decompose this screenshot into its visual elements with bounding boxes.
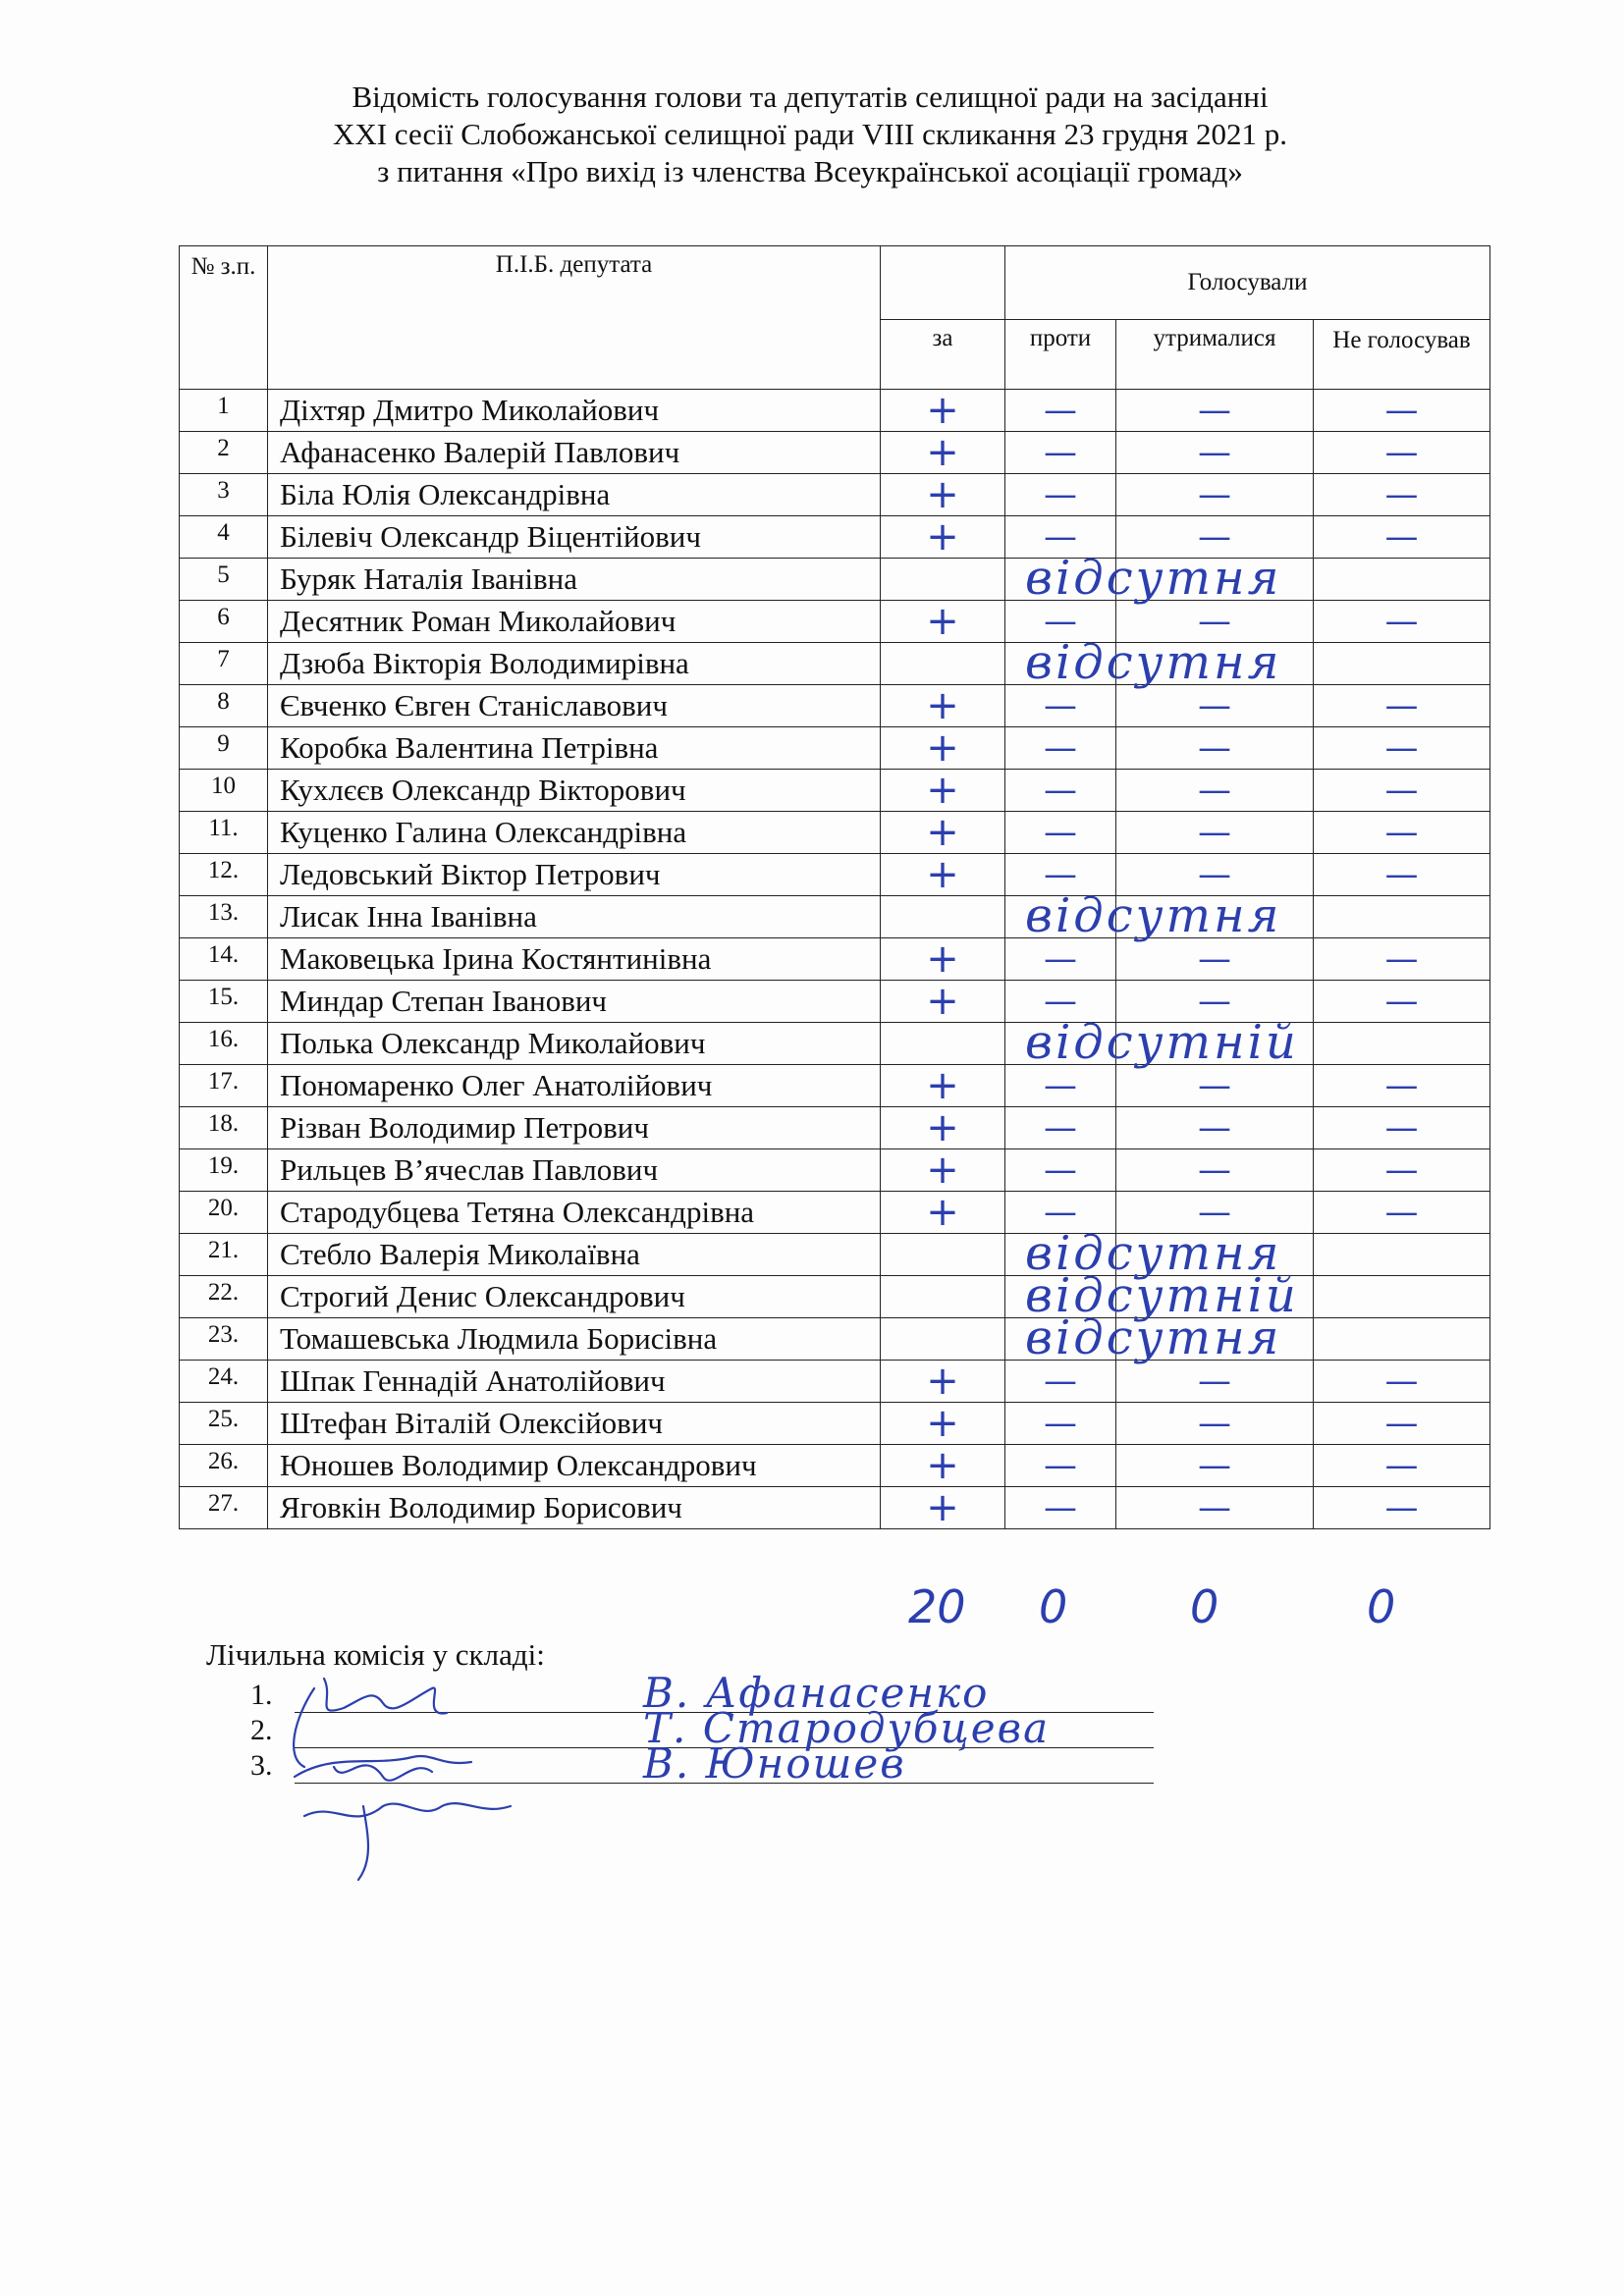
row-number: 22. xyxy=(180,1276,268,1318)
vote-ne-holosuvav-cell xyxy=(1314,981,1490,1023)
header-voted: Голосували xyxy=(1005,246,1490,320)
vote-utrymalysia-mark: — xyxy=(1198,1066,1231,1105)
vote-ne-holosuvav-mark: — xyxy=(1384,1362,1419,1401)
vote-ne-holosuvav-mark: — xyxy=(1384,433,1419,472)
row-number: 21. xyxy=(180,1234,268,1276)
row-number: 8 xyxy=(180,685,268,727)
table-row xyxy=(180,1107,1490,1149)
vote-utrymalysia-cell xyxy=(1116,643,1314,685)
vote-za-mark: + xyxy=(926,1401,959,1446)
vote-ne-holosuvav-mark: — xyxy=(1384,728,1419,768)
total-za: 20 xyxy=(908,1580,966,1633)
row-number: 12. xyxy=(180,854,268,896)
vote-utrymalysia-mark: — xyxy=(1198,517,1231,557)
vote-ne-holosuvav-mark: — xyxy=(1384,1108,1419,1148)
deputy-name: Стебло Валерія Миколаївна xyxy=(268,1234,881,1276)
vote-utrymalysia-mark: — xyxy=(1198,771,1231,810)
vote-proty-mark: — xyxy=(1044,686,1077,725)
header-utrymalysia: утрималися xyxy=(1116,320,1314,390)
row-number: 25. xyxy=(180,1403,268,1445)
vote-proty-mark: — xyxy=(1044,1404,1077,1443)
vote-ne-holosuvav-cell xyxy=(1314,1107,1490,1149)
vote-proty-cell xyxy=(1005,727,1116,770)
absent-note: відсутня xyxy=(1025,551,1282,606)
vote-proty-cell xyxy=(1005,888,1282,943)
vote-za-mark: + xyxy=(926,979,959,1024)
signature-3 xyxy=(304,1803,511,1880)
vote-ne-holosuvav-mark: — xyxy=(1384,1404,1419,1443)
vote-utrymalysia-cell xyxy=(1116,938,1314,981)
vote-ne-holosuvav-mark: — xyxy=(1384,686,1419,725)
vote-proty-cell xyxy=(1005,551,1282,606)
vote-ne-holosuvav-cell xyxy=(1314,1234,1490,1276)
deputy-name: Лисак Інна Іванівна xyxy=(268,896,881,938)
vote-ne-holosuvav-cell xyxy=(1314,1192,1490,1234)
deputy-name: Ледовський Віктор Петрович xyxy=(268,854,881,896)
vote-za-cell xyxy=(881,1107,1005,1149)
row-number: 16. xyxy=(180,1023,268,1065)
deputy-name: Полька Олександр Миколайович xyxy=(268,1023,881,1065)
table-row xyxy=(180,770,1490,812)
vote-za-cell xyxy=(881,1487,1005,1529)
member-number: 2. xyxy=(250,1714,273,1746)
vote-utrymalysia-mark: — xyxy=(1198,855,1231,894)
vote-ne-holosuvav-cell xyxy=(1314,1487,1490,1529)
vote-ne-holosuvav-cell xyxy=(1314,1149,1490,1192)
vote-utrymalysia-cell xyxy=(1116,770,1314,812)
deputy-name: Стародубцева Тетяна Олександрівна xyxy=(268,1192,881,1234)
table-row xyxy=(180,1361,1490,1403)
vote-utrymalysia-mark: — xyxy=(1198,939,1231,979)
vote-ne-holosuvav-mark: — xyxy=(1384,982,1419,1021)
row-number: 23. xyxy=(180,1318,268,1361)
deputy-name: Шпак Геннадій Анатолійович xyxy=(268,1361,881,1403)
vote-za-mark: + xyxy=(926,1105,959,1150)
vote-ne-holosuvav-cell xyxy=(1314,685,1490,727)
absent-note: відсутня xyxy=(1025,888,1282,943)
vote-proty-cell xyxy=(1005,1149,1116,1192)
row-number: 20. xyxy=(180,1192,268,1234)
vote-utrymalysia-mark: — xyxy=(1198,391,1231,430)
vote-za-mark: + xyxy=(926,472,959,517)
table-row xyxy=(180,390,1490,432)
table-row xyxy=(180,643,1490,685)
table-row xyxy=(180,1403,1490,1445)
vote-utrymalysia-cell xyxy=(1116,1487,1314,1529)
vote-utrymalysia-cell xyxy=(1116,1065,1314,1107)
vote-proty-mark: — xyxy=(1044,1488,1077,1527)
deputy-name: Буряк Наталія Іванівна xyxy=(268,559,881,601)
vote-utrymalysia-mark: — xyxy=(1198,1150,1231,1190)
vote-ne-holosuvav-cell xyxy=(1314,727,1490,770)
vote-ne-holosuvav-mark: — xyxy=(1384,771,1419,810)
vote-proty-mark: — xyxy=(1044,939,1077,979)
vote-za-mark: + xyxy=(926,810,959,855)
vote-proty-cell xyxy=(1005,938,1116,981)
deputy-name: Дзюба Вікторія Володимирівна xyxy=(268,643,881,685)
vote-za-cell xyxy=(881,1403,1005,1445)
voting-table xyxy=(179,245,1490,1529)
vote-utrymalysia-mark: — xyxy=(1198,1193,1231,1232)
signature-2 xyxy=(295,1756,471,1781)
absent-note: відсутня xyxy=(1025,635,1282,690)
vote-proty-mark: — xyxy=(1044,855,1077,894)
vote-ne-holosuvav-mark: — xyxy=(1384,855,1419,894)
row-number: 24. xyxy=(180,1361,268,1403)
vote-proty-cell xyxy=(1005,1403,1116,1445)
vote-utrymalysia-cell xyxy=(1116,432,1314,474)
absent-note: відсутня xyxy=(1025,1226,1282,1281)
vote-ne-holosuvav-mark: — xyxy=(1384,813,1419,852)
deputy-name: Маковецька Ірина Костянтинівна xyxy=(268,938,881,981)
member-signed-name: В. Афанасенко xyxy=(643,1669,990,1717)
vote-utrymalysia-cell xyxy=(1116,1445,1314,1487)
table-row xyxy=(180,685,1490,727)
absent-note: відсутній xyxy=(1025,1268,1299,1323)
vote-utrymalysia-cell xyxy=(1116,896,1314,938)
vote-za-cell xyxy=(881,474,1005,516)
vote-utrymalysia-cell xyxy=(1116,1023,1314,1065)
vote-utrymalysia-cell xyxy=(1116,474,1314,516)
row-number: 4 xyxy=(180,516,268,559)
commission-label: Лічильна комісія у складі: xyxy=(206,1637,545,1672)
row-number: 19. xyxy=(180,1149,268,1192)
vote-ne-holosuvav-cell xyxy=(1314,1403,1490,1445)
vote-proty-mark: — xyxy=(1044,771,1077,810)
absent-note: відсутня xyxy=(1025,1310,1282,1365)
vote-utrymalysia-mark: — xyxy=(1198,1108,1231,1148)
vote-utrymalysia-mark: — xyxy=(1198,433,1231,472)
vote-proty-cell xyxy=(1005,1310,1282,1365)
vote-za-mark: + xyxy=(926,725,959,771)
vote-za-cell xyxy=(881,516,1005,559)
row-number: 1 xyxy=(180,390,268,432)
deputy-name: Коробка Валентина Петрівна xyxy=(268,727,881,770)
vote-utrymalysia-mark: — xyxy=(1198,475,1231,514)
vote-proty-cell xyxy=(1005,1107,1116,1149)
deputy-name: Білевіч Олександр Віцентійович xyxy=(268,516,881,559)
vote-utrymalysia-mark: — xyxy=(1198,602,1231,641)
vote-za-mark: + xyxy=(926,599,959,644)
row-number: 3 xyxy=(180,474,268,516)
vote-utrymalysia-cell xyxy=(1116,727,1314,770)
vote-za-cell xyxy=(881,1149,1005,1192)
vote-za-cell xyxy=(881,1361,1005,1403)
vote-proty-cell xyxy=(1005,1445,1116,1487)
table-row xyxy=(180,854,1490,896)
vote-utrymalysia-mark: — xyxy=(1198,728,1231,768)
row-number: 18. xyxy=(180,1107,268,1149)
table-row xyxy=(180,1065,1490,1107)
deputy-name: Десятник Роман Миколайович xyxy=(268,601,881,643)
table-row xyxy=(180,1276,1490,1318)
header-num: № з.п. xyxy=(180,246,268,390)
vote-ne-holosuvav-mark: — xyxy=(1384,939,1419,979)
row-number: 14. xyxy=(180,938,268,981)
vote-ne-holosuvav-cell xyxy=(1314,390,1490,432)
vote-ne-holosuvav-cell xyxy=(1314,474,1490,516)
deputy-name: Штефан Віталій Олексійович xyxy=(268,1403,881,1445)
header-name: П.І.Б. депутата xyxy=(268,246,881,390)
vote-utrymalysia-mark: — xyxy=(1198,1404,1231,1443)
vote-proty-mark: — xyxy=(1044,433,1077,472)
vote-proty-cell xyxy=(1005,685,1116,727)
vote-za-mark: + xyxy=(926,936,959,982)
table-row xyxy=(180,1192,1490,1234)
row-number: 15. xyxy=(180,981,268,1023)
total-utrymalysia: 0 xyxy=(1190,1580,1219,1633)
vote-za-cell xyxy=(881,390,1005,432)
vote-ne-holosuvav-mark: — xyxy=(1384,391,1419,430)
vote-proty-mark: — xyxy=(1044,602,1077,641)
vote-za-mark: + xyxy=(926,683,959,728)
vote-ne-holosuvav-cell xyxy=(1314,1065,1490,1107)
member-number: 1. xyxy=(250,1679,273,1711)
deputy-name: Різван Володимир Петрович xyxy=(268,1107,881,1149)
vote-proty-mark: — xyxy=(1044,517,1077,557)
header-za: за xyxy=(881,320,1005,390)
vote-ne-holosuvav-cell xyxy=(1314,938,1490,981)
deputy-name: Строгий Денис Олександрович xyxy=(268,1276,881,1318)
vote-ne-holosuvav-cell xyxy=(1314,1023,1490,1065)
vote-utrymalysia-cell xyxy=(1116,1403,1314,1445)
vote-proty-cell xyxy=(1005,432,1116,474)
vote-ne-holosuvav-mark: — xyxy=(1384,1446,1419,1485)
vote-proty-cell xyxy=(1005,390,1116,432)
vote-ne-holosuvav-cell xyxy=(1314,812,1490,854)
deputy-name: Куценко Галина Олександрівна xyxy=(268,812,881,854)
deputy-name: Рильцев В’ячеслав Павлович xyxy=(268,1149,881,1192)
table-row xyxy=(180,938,1490,981)
vote-ne-holosuvav-mark: — xyxy=(1384,1150,1419,1190)
deputy-name: Афанасенко Валерій Павлович xyxy=(268,432,881,474)
vote-proty-mark: — xyxy=(1044,1108,1077,1148)
table-row xyxy=(180,474,1490,516)
vote-utrymalysia-cell xyxy=(1116,559,1314,601)
vote-proty-cell xyxy=(1005,812,1116,854)
document-title xyxy=(177,79,1443,190)
deputy-name: Євченко Євген Станіславович xyxy=(268,685,881,727)
vote-za-mark: + xyxy=(926,1190,959,1235)
row-number: 17. xyxy=(180,1065,268,1107)
vote-proty-mark: — xyxy=(1044,475,1077,514)
row-number: 11. xyxy=(180,812,268,854)
vote-ne-holosuvav-cell xyxy=(1314,643,1490,685)
header-proty: проти xyxy=(1005,320,1116,390)
vote-proty-cell xyxy=(1005,770,1116,812)
row-number: 9 xyxy=(180,727,268,770)
vote-utrymalysia-cell xyxy=(1116,1107,1314,1149)
vote-za-mark: + xyxy=(926,388,959,433)
vote-utrymalysia-cell xyxy=(1116,1318,1314,1361)
vote-ne-holosuvav-mark: — xyxy=(1384,1488,1419,1527)
vote-za-cell xyxy=(881,1445,1005,1487)
vote-utrymalysia-mark: — xyxy=(1198,813,1231,852)
deputy-name: Яговкін Володимир Борисович xyxy=(268,1487,881,1529)
vote-ne-holosuvav-mark: — xyxy=(1384,517,1419,557)
vote-ne-holosuvav-cell xyxy=(1314,1445,1490,1487)
vote-utrymalysia-cell xyxy=(1116,390,1314,432)
vote-proty-mark: — xyxy=(1044,1193,1077,1232)
member-signed-name: Т. Стародубцева xyxy=(643,1704,1051,1752)
row-number: 6 xyxy=(180,601,268,643)
vote-za-cell xyxy=(881,1234,1005,1276)
vote-za-cell xyxy=(881,601,1005,643)
vote-za-cell xyxy=(881,770,1005,812)
vote-proty-mark: — xyxy=(1044,1066,1077,1105)
deputy-name: Миндар Степан Іванович xyxy=(268,981,881,1023)
absent-note: відсутній xyxy=(1025,1015,1299,1070)
title-line-3: з питання «Про вихід із членства Всеукраїнської асоціації громад» xyxy=(377,154,1243,188)
vote-ne-holosuvav-cell xyxy=(1314,1318,1490,1361)
header-ne-holosuvav: Не голосував xyxy=(1314,320,1490,390)
vote-za-mark: + xyxy=(926,430,959,475)
row-number: 26. xyxy=(180,1445,268,1487)
table-row xyxy=(180,432,1490,474)
vote-ne-holosuvav-cell xyxy=(1314,854,1490,896)
table-row xyxy=(180,727,1490,770)
vote-za-cell xyxy=(881,1318,1005,1361)
table-row xyxy=(180,1445,1490,1487)
vote-ne-holosuvav-cell xyxy=(1314,432,1490,474)
vote-za-mark: + xyxy=(926,1485,959,1530)
vote-za-mark: + xyxy=(926,852,959,897)
vote-utrymalysia-mark: — xyxy=(1198,982,1231,1021)
vote-proty-mark: — xyxy=(1044,982,1077,1021)
vote-za-cell xyxy=(881,1065,1005,1107)
vote-utrymalysia-mark: — xyxy=(1198,1362,1231,1401)
row-number: 7 xyxy=(180,643,268,685)
table-row xyxy=(180,601,1490,643)
vote-proty-mark: — xyxy=(1044,813,1077,852)
vote-za-cell xyxy=(881,938,1005,981)
vote-za-cell xyxy=(881,981,1005,1023)
vote-za-cell xyxy=(881,727,1005,770)
vote-proty-cell xyxy=(1005,635,1282,690)
vote-za-cell xyxy=(881,643,1005,685)
vote-proty-mark: — xyxy=(1044,391,1077,430)
vote-proty-mark: — xyxy=(1044,1150,1077,1190)
vote-za-cell xyxy=(881,896,1005,938)
vote-proty-cell xyxy=(1005,1015,1299,1070)
vote-za-mark: + xyxy=(926,1359,959,1404)
vote-proty-cell xyxy=(1005,1065,1116,1107)
total-proty: 0 xyxy=(1039,1580,1068,1633)
vote-utrymalysia-mark: — xyxy=(1198,686,1231,725)
table-row xyxy=(180,516,1490,559)
row-number: 27. xyxy=(180,1487,268,1529)
vote-za-mark: + xyxy=(926,1443,959,1488)
table-row xyxy=(180,559,1490,601)
table-body xyxy=(180,390,1490,1529)
row-number: 10 xyxy=(180,770,268,812)
vote-proty-cell xyxy=(1005,1487,1116,1529)
header-blank xyxy=(881,246,1005,320)
row-number: 5 xyxy=(180,559,268,601)
deputy-name: Біла Юлія Олександрівна xyxy=(268,474,881,516)
vote-ne-holosuvav-mark: — xyxy=(1384,1193,1419,1232)
vote-proty-mark: — xyxy=(1044,1362,1077,1401)
table-row xyxy=(180,896,1490,938)
vote-za-cell xyxy=(881,1023,1005,1065)
table-row xyxy=(180,1023,1490,1065)
vote-za-cell xyxy=(881,685,1005,727)
vote-za-cell xyxy=(881,812,1005,854)
vote-ne-holosuvav-cell xyxy=(1314,1276,1490,1318)
vote-utrymalysia-cell xyxy=(1116,812,1314,854)
vote-proty-mark: — xyxy=(1044,1446,1077,1485)
vote-proty-cell xyxy=(1005,1361,1116,1403)
vote-proty-mark: — xyxy=(1044,728,1077,768)
vote-ne-holosuvav-mark: — xyxy=(1384,1066,1419,1105)
vote-za-mark: + xyxy=(926,1063,959,1108)
row-number: 2 xyxy=(180,432,268,474)
member-number: 3. xyxy=(250,1749,273,1782)
vote-ne-holosuvav-cell xyxy=(1314,559,1490,601)
table-row xyxy=(180,812,1490,854)
title-line-2: XXI сесії Слобожанської селищної ради VIII скликання 23 грудня 2021 р. xyxy=(332,117,1288,151)
deputy-name: Томашевська Людмила Борисівна xyxy=(268,1318,881,1361)
member-signed-name: В. Юношев xyxy=(643,1739,906,1788)
vote-ne-holosuvav-mark: — xyxy=(1384,475,1419,514)
table-row xyxy=(180,1318,1490,1361)
vote-za-mark: + xyxy=(926,514,959,560)
vote-ne-holosuvav-cell xyxy=(1314,770,1490,812)
handwritten-signatures xyxy=(275,1659,589,1885)
total-ne-holosuvav: 0 xyxy=(1367,1580,1396,1633)
deputy-name: Юношев Володимир Олександрович xyxy=(268,1445,881,1487)
deputy-name: Пономаренко Олег Анатолійович xyxy=(268,1065,881,1107)
table-row xyxy=(180,1487,1490,1529)
vote-utrymalysia-cell xyxy=(1116,1149,1314,1192)
deputy-name: Діхтяр Дмитро Миколайович xyxy=(268,390,881,432)
vote-za-cell xyxy=(881,1276,1005,1318)
totals-row xyxy=(0,1580,1624,1639)
vote-ne-holosuvav-cell xyxy=(1314,896,1490,938)
vote-za-cell xyxy=(881,559,1005,601)
vote-ne-holosuvav-mark: — xyxy=(1384,602,1419,641)
vote-utrymalysia-mark: — xyxy=(1198,1446,1231,1485)
vote-ne-holosuvav-cell xyxy=(1314,516,1490,559)
deputy-name: Кухлєєв Олександр Вікторович xyxy=(268,770,881,812)
vote-ne-holosuvav-cell xyxy=(1314,601,1490,643)
vote-za-cell xyxy=(881,432,1005,474)
vote-za-mark: + xyxy=(926,768,959,813)
signature-1 xyxy=(294,1679,447,1767)
vote-za-mark: + xyxy=(926,1148,959,1193)
vote-za-cell xyxy=(881,854,1005,896)
title-line-1: Відомість голосування голови та депутатів селищної ради на засіданні xyxy=(352,80,1269,114)
vote-utrymalysia-mark: — xyxy=(1198,1488,1231,1527)
row-number: 13. xyxy=(180,896,268,938)
vote-utrymalysia-cell xyxy=(1116,1361,1314,1403)
vote-ne-holosuvav-cell xyxy=(1314,1361,1490,1403)
vote-proty-cell xyxy=(1005,474,1116,516)
table-row xyxy=(180,1149,1490,1192)
vote-za-cell xyxy=(881,1192,1005,1234)
vote-utrymalysia-cell xyxy=(1116,685,1314,727)
